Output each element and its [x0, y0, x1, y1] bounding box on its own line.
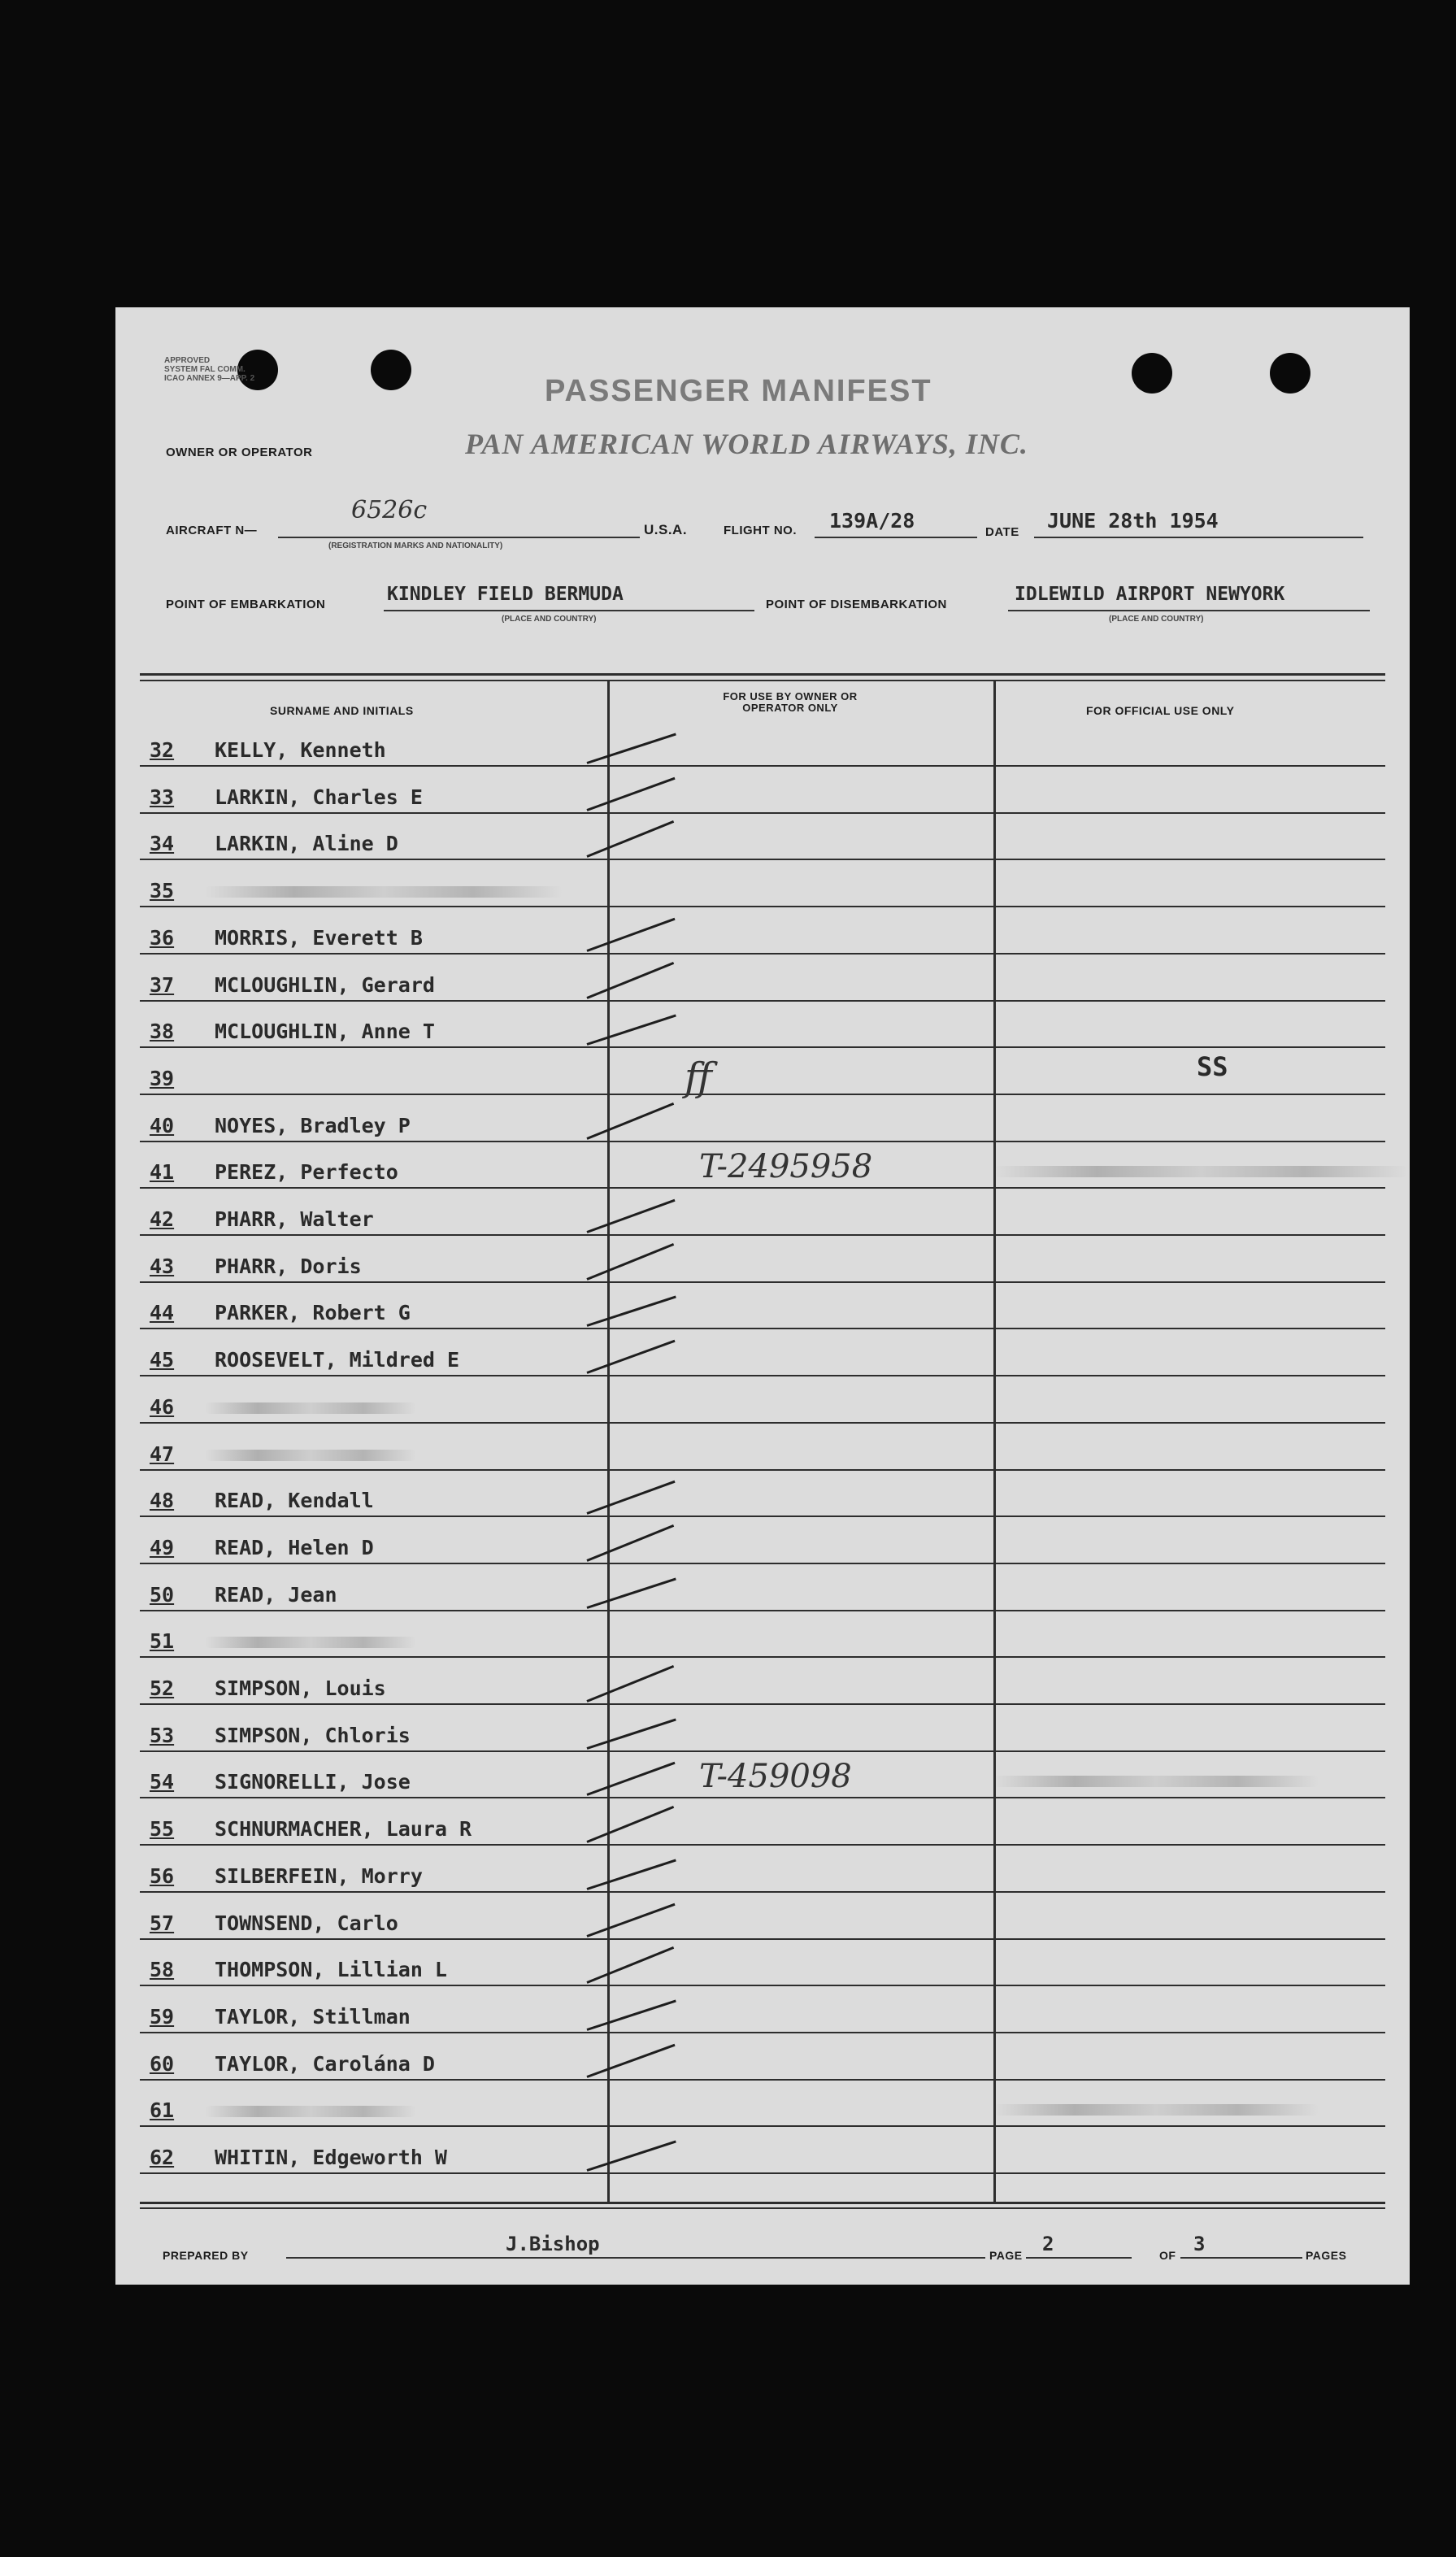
passenger-number: 55: [150, 1817, 175, 1842]
passenger-number: 61: [150, 2098, 175, 2123]
punch-hole: [1270, 353, 1310, 394]
official-note: SS: [1197, 1050, 1228, 1082]
passenger-number: 50: [150, 1582, 175, 1607]
passenger-number: 58: [150, 1958, 175, 1982]
redacted-entry: [205, 2106, 416, 2117]
form-title: PASSENGER MANIFEST: [545, 374, 932, 408]
passenger-name: TOWNSEND, Carlo: [215, 1911, 398, 1935]
page-label: PAGE: [989, 2249, 1023, 2262]
of-value: 3: [1193, 2233, 1206, 2255]
passenger-name: WHITIN, Edgeworth W: [215, 2146, 447, 2169]
check-mark: [587, 733, 676, 764]
passenger-number: 59: [150, 2004, 175, 2029]
owner-note: T-459098: [699, 1758, 852, 1796]
passenger-number: 52: [150, 1676, 175, 1700]
passenger-number: 62: [150, 2146, 175, 2169]
check-mark: [586, 918, 675, 952]
passenger-name: MCLOUGHLIN, Anne T: [215, 1020, 435, 1044]
passenger-number: 60: [150, 2051, 175, 2076]
passenger-name: SIMPSON, Chloris: [215, 1723, 411, 1747]
check-mark: [586, 1243, 674, 1281]
embarkation-value: KINDLEY FIELD BERMUDA: [387, 584, 624, 605]
check-mark: [587, 1015, 676, 1046]
passenger-number: 53: [150, 1723, 175, 1747]
passenger-name: TAYLOR, Carolána D: [215, 2051, 435, 2076]
passenger-name: SIMPSON, Louis: [215, 1676, 386, 1700]
of-label: OF: [1159, 2249, 1176, 2262]
passenger-number: 51: [150, 1629, 175, 1654]
registration-caption: (REGISTRATION MARKS AND NATIONALITY): [328, 541, 503, 550]
aircraft-label: AIRCRAFT N—: [166, 524, 258, 537]
page-value: 2: [1042, 2233, 1054, 2255]
check-mark: [586, 1762, 675, 1796]
col-surname-header: SURNAME AND INITIALS: [270, 704, 414, 717]
col-owner-header: FOR USE BY OWNER OR OPERATOR ONLY: [723, 690, 858, 714]
passenger-number: 38: [150, 1020, 175, 1044]
check-mark: [586, 1665, 674, 1702]
passenger-number: 49: [150, 1535, 175, 1559]
check-mark: [586, 2043, 675, 2077]
passenger-number: 37: [150, 972, 175, 997]
owner-value: PAN AMERICAN WORLD AIRWAYS, INC.: [465, 428, 1028, 460]
check-mark: [587, 2141, 676, 2172]
check-mark: [586, 1102, 674, 1140]
approval-line: ICAO ANNEX 9—APP. 2: [164, 374, 255, 383]
passenger-number: 43: [150, 1254, 175, 1278]
passenger-number: 39: [150, 1066, 175, 1090]
check-mark: [586, 1524, 674, 1562]
disembarkation-caption: (PLACE AND COUNTRY): [1109, 615, 1204, 624]
manifest-sheet: [115, 307, 1410, 2285]
flight-value: 139A/28: [829, 509, 915, 533]
owner-note: T-2495958: [699, 1148, 873, 1186]
approval-stamp: [164, 356, 254, 383]
passenger-name: PEREZ, Perfecto: [215, 1160, 398, 1185]
col-official-header: FOR OFFICIAL USE ONLY: [1086, 704, 1235, 717]
passenger-name: SIGNORELLI, Jose: [215, 1770, 411, 1794]
check-mark: [586, 820, 674, 858]
owner-label: OWNER OR OPERATOR: [166, 446, 313, 459]
check-mark: [586, 1481, 675, 1515]
redacted-entry: [205, 1402, 416, 1414]
passenger-number: 57: [150, 1911, 175, 1935]
passenger-number: 33: [150, 785, 175, 809]
check-mark: [586, 776, 675, 811]
passenger-number: 47: [150, 1442, 175, 1466]
passenger-name: TAYLOR, Stillman: [215, 2004, 411, 2029]
passenger-number: 40: [150, 1113, 175, 1137]
redacted-entry: [205, 1450, 416, 1461]
date-value: JUNE 28th 1954: [1047, 509, 1219, 533]
passenger-number: 46: [150, 1394, 175, 1419]
owner-note: ff: [685, 1054, 713, 1100]
passenger-number: 45: [150, 1348, 175, 1372]
check-mark: [587, 1718, 676, 1749]
passenger-name: NOYES, Bradley P: [215, 1113, 411, 1137]
passenger-name: THOMPSON, Lillian L: [215, 1958, 447, 1982]
nationality: U.S.A.: [644, 522, 688, 537]
passenger-name: PHARR, Doris: [215, 1254, 362, 1278]
passenger-number: 56: [150, 1863, 175, 1888]
redacted-entry: [205, 1637, 416, 1648]
redacted-official: [993, 1166, 1408, 1177]
check-mark: [587, 1577, 676, 1608]
passenger-name: PHARR, Walter: [215, 1207, 374, 1231]
disembarkation-label: POINT OF DISEMBARKATION: [766, 598, 947, 611]
check-mark: [586, 962, 674, 999]
approval-line: SYSTEM FAL COMM.: [164, 365, 246, 374]
passenger-number: 35: [150, 879, 175, 903]
passenger-name: MCLOUGHLIN, Gerard: [215, 972, 435, 997]
punch-hole: [371, 350, 411, 390]
passenger-name: KELLY, Kenneth: [215, 738, 386, 762]
date-label: DATE: [985, 525, 1019, 539]
passenger-name: SILBERFEIN, Morry: [215, 1863, 423, 1888]
passenger-number: 41: [150, 1160, 175, 1185]
embarkation-label: POINT OF EMBARKATION: [166, 598, 326, 611]
check-mark: [586, 1806, 674, 1843]
passenger-number: 44: [150, 1301, 175, 1325]
approval-line: APPROVED: [164, 356, 211, 365]
check-mark: [587, 1859, 676, 1889]
passenger-name: READ, Jean: [215, 1582, 337, 1607]
check-mark: [586, 1340, 675, 1374]
aircraft-value: 6526c: [351, 496, 428, 524]
passenger-number: 36: [150, 925, 175, 950]
passenger-name: READ, Helen D: [215, 1535, 374, 1559]
passenger-name: LARKIN, Aline D: [215, 832, 398, 856]
passenger-number: 42: [150, 1207, 175, 1231]
redacted-entry: [205, 886, 563, 898]
passenger-name: ROOSEVELT, Mildred E: [215, 1348, 460, 1372]
check-mark: [586, 1199, 675, 1233]
passenger-number: 34: [150, 832, 175, 856]
embarkation-caption: (PLACE AND COUNTRY): [502, 615, 597, 624]
passenger-name: MORRIS, Everett B: [215, 925, 423, 950]
passenger-name: READ, Kendall: [215, 1489, 374, 1513]
passenger-number: 32: [150, 738, 175, 762]
check-mark: [586, 1903, 675, 1937]
flight-label: FLIGHT NO.: [724, 524, 797, 537]
pages-label: PAGES: [1306, 2249, 1347, 2262]
prepared-value: J.Bishop: [506, 2233, 600, 2255]
passenger-name: LARKIN, Charles E: [215, 785, 423, 809]
check-mark: [586, 1946, 674, 1984]
redacted-official: [993, 1776, 1319, 1787]
punch-hole: [1132, 353, 1172, 394]
check-mark: [587, 1999, 676, 2030]
redacted-official: [993, 2104, 1319, 2116]
check-mark: [587, 1296, 676, 1327]
passenger-number: 54: [150, 1770, 175, 1794]
passenger-name: SCHNURMACHER, Laura R: [215, 1817, 472, 1842]
passenger-name: PARKER, Robert G: [215, 1301, 411, 1325]
passenger-number: 48: [150, 1489, 175, 1513]
prepared-label: PREPARED BY: [163, 2249, 249, 2262]
disembarkation-value: IDLEWILD AIRPORT NEWYORK: [1015, 584, 1285, 605]
